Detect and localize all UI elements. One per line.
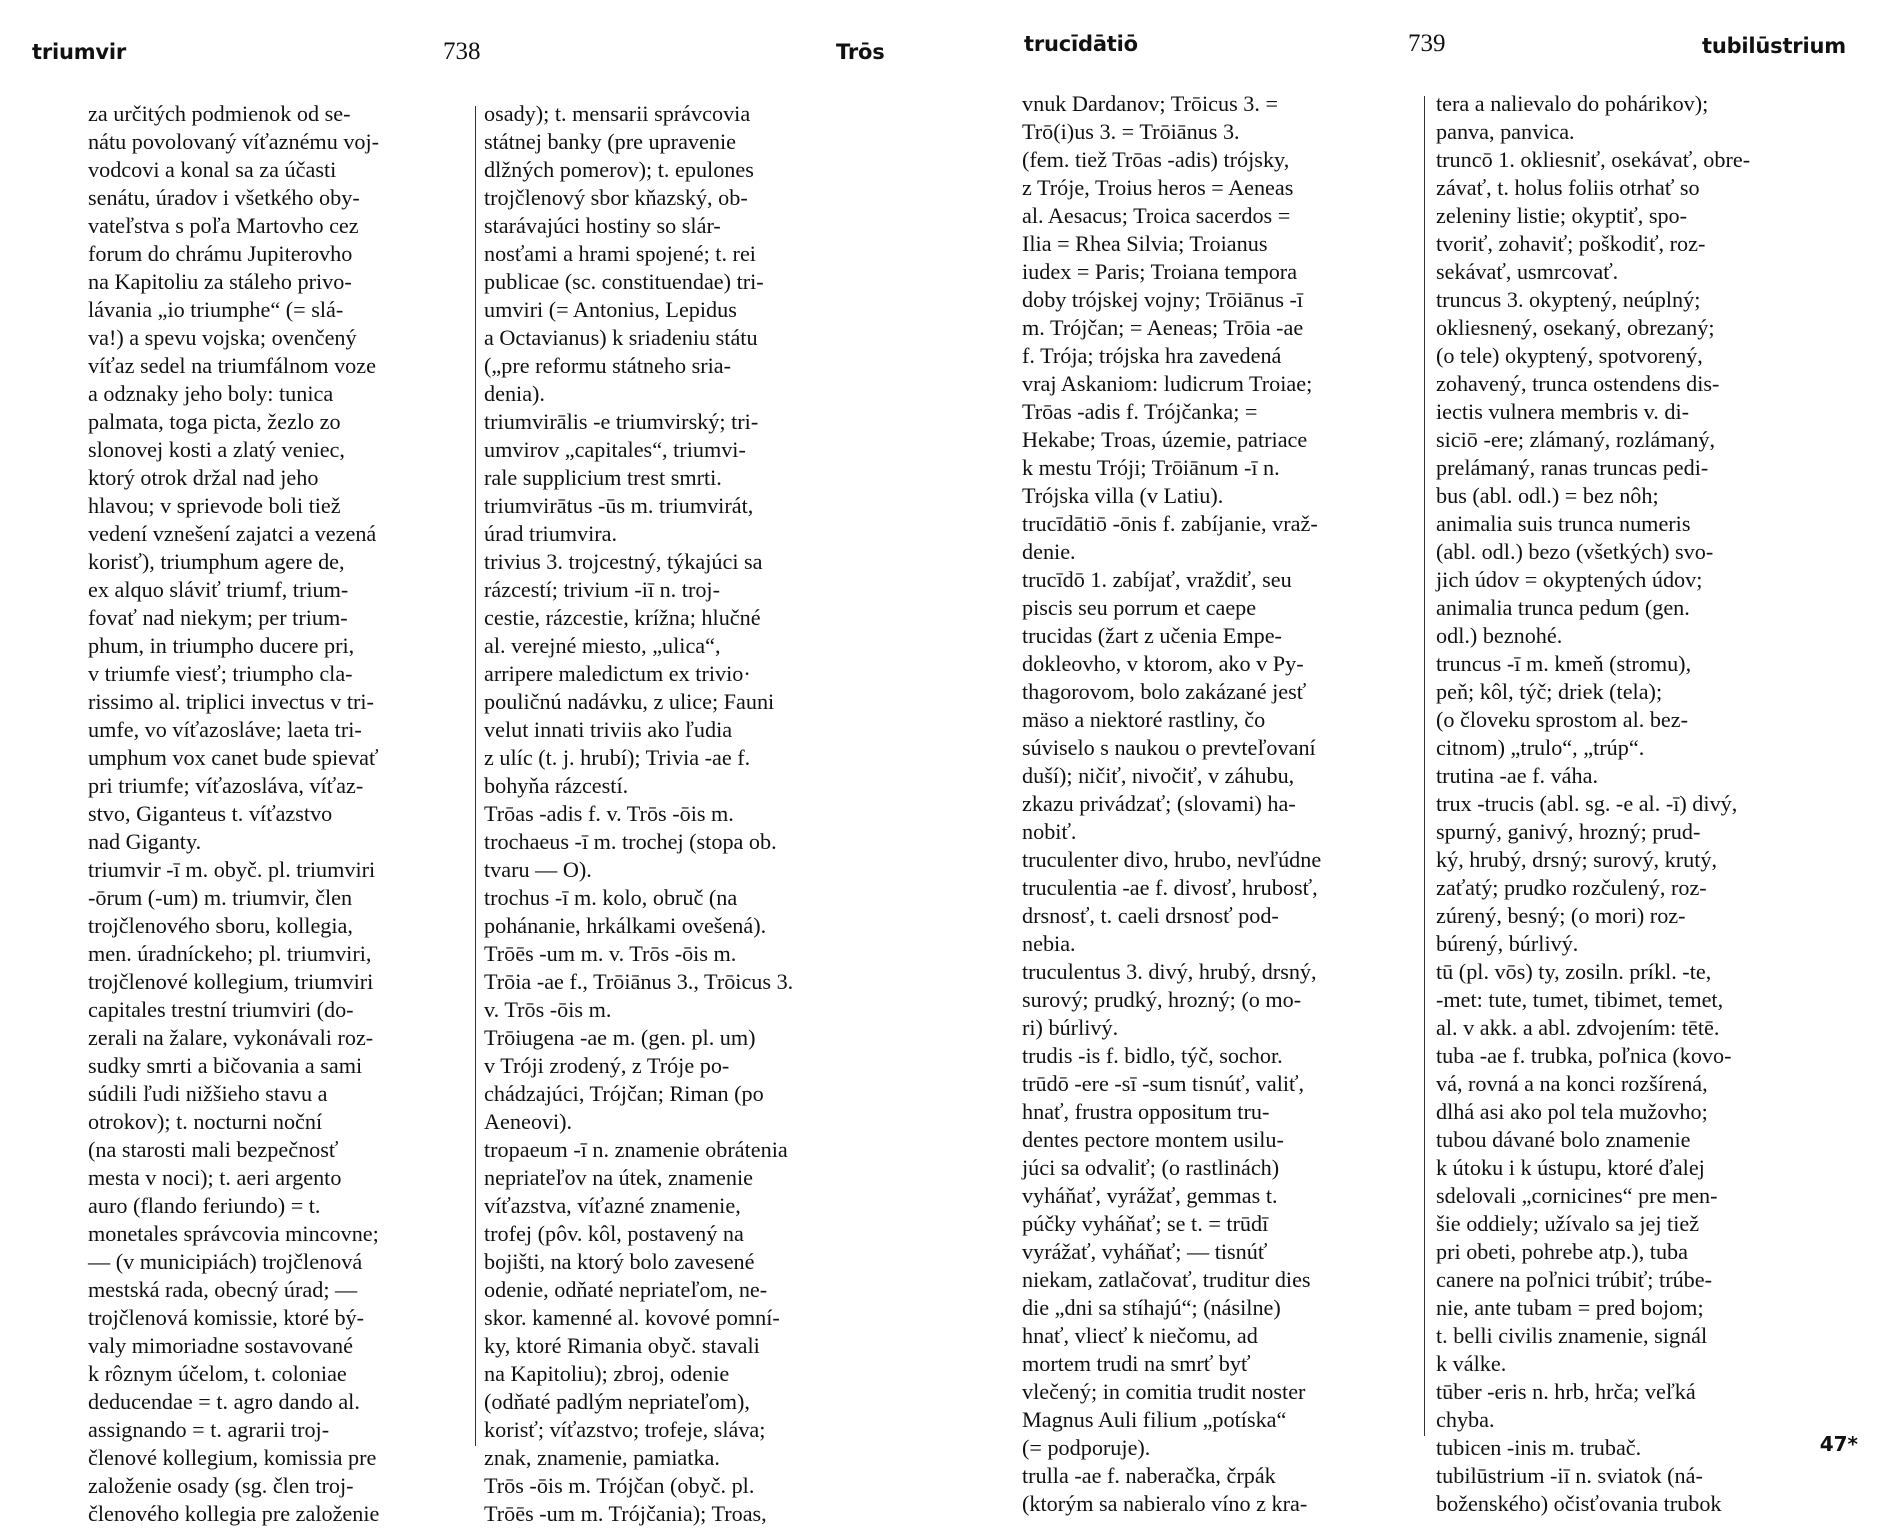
dictionary-line: Trōs -ōis m. Trójčan (obyč. pl.	[484, 1473, 755, 1498]
dictionary-line: drsnosť, t. caeli drsnosť pod-	[1022, 903, 1279, 928]
dictionary-line: trudis -is f. bidlo, týč, sochor.	[1022, 1043, 1283, 1068]
dictionary-line: dlžných pomerov); t. epulones	[484, 157, 754, 182]
dictionary-line: arripere maledictum ex trivio·	[484, 661, 751, 686]
dictionary-line: Magnus Auli filium „potíska“	[1022, 1407, 1287, 1432]
dictionary-line: trojčlenové kollegium, triumviri	[88, 969, 374, 994]
dictionary-line: sudky smrti a bičovania a sami	[88, 1053, 363, 1078]
dictionary-line: odl.) beznohé.	[1436, 623, 1563, 648]
dictionary-line: ktorý otrok držal nad jeho	[88, 465, 319, 490]
left-page-column-2	[484, 100, 896, 1526]
dictionary-line: trux -trucis (abl. sg. -e al. -ī) divý,	[1436, 791, 1738, 816]
dictionary-line: ex alquo sláviť triumf, trium-	[88, 577, 349, 602]
dictionary-line: okliesnený, osekaný, obrezaný;	[1436, 315, 1715, 340]
dictionary-line: rázcestí; trivium -iī n. troj-	[484, 577, 720, 602]
dictionary-line: truculenter divo, hrubo, nevľúdne	[1022, 847, 1322, 872]
dictionary-line: trochus -ī m. kolo, obruč (na	[484, 885, 738, 910]
dictionary-line: skor. kamenné al. kovové pomní-	[484, 1305, 780, 1330]
dictionary-line: -met: tute, tumet, tibimet, temet,	[1436, 987, 1724, 1012]
dictionary-line: nosťami a hrami spojené; t. rei	[484, 241, 756, 266]
dictionary-line: niekam, zatlačovať, truditur dies	[1022, 1267, 1311, 1292]
dictionary-line: — (v municipiách) trojčlenová	[88, 1249, 363, 1274]
dictionary-line: víťaz sedel na triumfálnom voze	[88, 353, 376, 378]
dictionary-line: al. Aesacus; Troica sacerdos =	[1022, 203, 1291, 228]
dictionary-line: (odňaté padlým nepriateľom),	[484, 1389, 750, 1414]
dictionary-line: bojišti, na ktorý bolo zavesené	[484, 1249, 755, 1274]
dictionary-line: Aeneovi).	[484, 1109, 573, 1134]
left-column-divider	[475, 106, 476, 1446]
dictionary-line: vá, rovná a na konci rozšírená,	[1436, 1071, 1708, 1096]
right-page-number: 739	[1408, 30, 1446, 57]
dictionary-line: otrokov); t. nocturni noční	[88, 1109, 323, 1134]
dictionary-line: k rôznym účelom, t. coloniae	[88, 1361, 347, 1386]
dictionary-line: m. Trójčan; = Aeneas; Trōia -ae	[1022, 315, 1304, 340]
dictionary-line: truncus -ī m. kmeň (stromu),	[1436, 651, 1692, 676]
dictionary-line: triumvir -ī m. obyč. pl. triumviri	[88, 857, 376, 882]
left-page-column-1	[88, 100, 488, 1526]
right-column-divider	[1424, 96, 1425, 1436]
dictionary-line: (o tele) okyptený, spotvorený,	[1436, 343, 1703, 368]
dictionary-line: chádzajúci, Trójčan; Riman (po	[484, 1081, 764, 1106]
dictionary-line: bus (abl. odl.) = bez nôh;	[1436, 483, 1659, 508]
dictionary-line: hnať, frustra oppositum tru-	[1022, 1099, 1270, 1124]
dictionary-line: lávania „io triumphe“ (= slá-	[88, 297, 344, 322]
dictionary-line: triumvirātus -ūs m. triumvirát,	[484, 493, 754, 518]
dictionary-line: zeleniny listie; okyptiť, spo-	[1436, 203, 1688, 228]
dictionary-line: trucīdātiō -ōnis f. zabíjanie, vraž-	[1022, 511, 1318, 536]
dictionary-line: státnej banky (pre upravenie	[484, 129, 736, 154]
dictionary-line: tūber -eris n. hrb, hrča; veľká	[1436, 1379, 1696, 1404]
dictionary-line: vodcovi a konal sa za účasti	[88, 157, 337, 182]
dictionary-line: nobiť.	[1022, 819, 1077, 844]
dictionary-line: phum, in triumpho ducere pri,	[88, 633, 355, 658]
dictionary-line: starávajúci hostiny so slár-	[484, 213, 721, 238]
dictionary-line: valy mimoriadne sostavované	[88, 1333, 353, 1358]
dictionary-line: pohánanie, hrkálkami ovešená).	[484, 913, 767, 938]
dictionary-line: auro (flando feriundo) = t.	[88, 1193, 321, 1218]
dictionary-line: zúrený, besný; (o mori) roz-	[1436, 903, 1686, 928]
dictionary-line: truculentia -ae f. divosť, hrubosť,	[1022, 875, 1318, 900]
dictionary-line: v triumfe viesť; triumpho cla-	[88, 661, 353, 686]
dictionary-line: piscis seu porrum et caepe	[1022, 595, 1257, 620]
dictionary-line: tubou dávané bolo znamenie	[1436, 1127, 1691, 1152]
dictionary-line: sdelovali „cornicines“ pre men-	[1436, 1183, 1718, 1208]
dictionary-line: zaťatý; prudko rozčulený, roz-	[1436, 875, 1707, 900]
dictionary-line: animalia suis trunca numeris	[1436, 511, 1691, 536]
dictionary-line: trutina -ae f. váha.	[1436, 763, 1599, 788]
dictionary-line: umfe, vo víťazosláve; laeta tri-	[88, 717, 362, 742]
dictionary-line: Trōia -ae f., Trōiānus 3., Trōicus 3.	[484, 969, 794, 994]
dictionary-line: nepriateľov na útek, znamenie	[484, 1165, 753, 1190]
dictionary-line: šie oddiely; užívalo sa jej tiež	[1436, 1211, 1700, 1236]
dictionary-line: tvaru — O).	[484, 857, 592, 882]
dictionary-line: vyrážať, vyháňať; — tisnúť	[1022, 1239, 1268, 1264]
dictionary-line: dentes pectore montem usilu-	[1022, 1127, 1284, 1152]
dictionary-line: korisť), triumphum agere de,	[88, 549, 345, 574]
dictionary-line: mesta v noci); t. aeri argento	[88, 1165, 342, 1190]
dictionary-line: forum do chrámu Jupiterovho	[88, 241, 353, 266]
dictionary-line: rissimo al. triplici invectus v tri-	[88, 689, 374, 714]
dictionary-line: a Octavianus) k sriadeniu státu	[484, 325, 758, 350]
dictionary-line: súviselo s naukou o prevteľovaní	[1022, 735, 1316, 760]
dictionary-line: osady); t. mensarii správcovia	[484, 101, 751, 126]
dictionary-line: mestská rada, obecný úrad; —	[88, 1277, 358, 1302]
dictionary-line: truncus 3. okyptený, neúplný;	[1436, 287, 1701, 312]
dictionary-line: úrad triumvira.	[484, 521, 618, 546]
dictionary-line: tuba -ae f. trubka, poľnica (kovo-	[1436, 1043, 1732, 1068]
dictionary-line: denia).	[484, 381, 545, 406]
dictionary-line: thagorovom, bolo zakázané jesť	[1022, 679, 1307, 704]
dictionary-line: al. verejné miesto, „ulica“,	[484, 633, 721, 658]
right-page-column-2	[1436, 90, 1840, 1516]
dictionary-line: palmata, toga picta, žezlo zo	[88, 409, 341, 434]
signature-mark: 47*	[1819, 1432, 1858, 1456]
dictionary-line: cestie, rázcestie, krížna; hlučné	[484, 605, 761, 630]
dictionary-line: na Kapitoliu); zbroj, odenie	[484, 1361, 730, 1386]
dictionary-line: panva, panvica.	[1436, 119, 1575, 144]
dictionary-line: trojčlenový sbor kňazský, ob-	[484, 185, 748, 210]
dictionary-line: stvo, Giganteus t. víťazstvo	[88, 801, 333, 826]
dictionary-line: (ktorým sa nabieralo víno z kra-	[1022, 1491, 1308, 1516]
dictionary-line: bohyňa rázcestí.	[484, 773, 629, 798]
dictionary-line: senátu, úradov i všetkého oby-	[88, 185, 360, 210]
dictionary-line: členové kollegium, komissia pre	[88, 1445, 377, 1470]
dictionary-line: vyháňať, vyrážať, gemmas t.	[1022, 1183, 1278, 1208]
dictionary-line: citnom) „trulo“, „trúp“.	[1436, 735, 1645, 760]
dictionary-line: („pre reformu státneho sria-	[484, 353, 732, 378]
dictionary-line: Hekabe; Troas, územie, patriace	[1022, 427, 1308, 452]
dictionary-line: ri) búrlivý.	[1022, 1015, 1119, 1040]
right-header-guide-word-end: tubilūstrium	[1702, 34, 1846, 58]
dictionary-line: trucīdō 1. zabíjať, vraždiť, seu	[1022, 567, 1292, 592]
right-header-guide-word: trucīdātiō	[1024, 32, 1138, 56]
dictionary-line: znak, znamenie, pamiatka.	[484, 1445, 720, 1470]
dictionary-line: vlečený; in comitia trudit noster	[1022, 1379, 1306, 1404]
dictionary-line: surový; prudký, hrozný; (o mo-	[1022, 987, 1302, 1012]
dictionary-line: búrený, búrlivý.	[1436, 931, 1579, 956]
dictionary-line: ký, hrubý, drsný; surový, krutý,	[1436, 847, 1718, 872]
dictionary-line: na Kapitoliu za stáleho privo-	[88, 269, 352, 294]
dictionary-line: Trójska villa (v Latiu).	[1022, 483, 1224, 508]
dictionary-line: prelámaný, ranas truncas pedi-	[1436, 455, 1709, 480]
dictionary-line: umvirov „capitales“, triumvi-	[484, 437, 746, 462]
dictionary-line: slonovej kosti a zlatý veniec,	[88, 437, 345, 462]
right-page-column-1	[1022, 90, 1412, 1516]
dictionary-line: trochaeus -ī m. trochej (stopa ob.	[484, 829, 777, 854]
dictionary-line: publicae (sc. constituendae) tri-	[484, 269, 764, 294]
dictionary-line: Ilia = Rhea Silvia; Troianus	[1022, 231, 1268, 256]
dictionary-line: vnuk Dardanov; Trōicus 3. =	[1022, 91, 1278, 116]
dictionary-line: zerali na žalare, vykonávali roz-	[88, 1025, 374, 1050]
dictionary-line: mäso a niektoré rastliny, čo	[1022, 707, 1266, 732]
dictionary-line: spurný, ganivý, hrozný; prud-	[1436, 819, 1701, 844]
dictionary-line: členového kollegia pre založenie	[88, 1501, 380, 1526]
dictionary-line: (fem. tiež Trōas -adis) trójsky,	[1022, 147, 1290, 172]
dictionary-line: trūdō -ere -sī -sum tisnúť, valiť,	[1022, 1071, 1305, 1096]
dictionary-line: (na starosti mali bezpečnosť	[88, 1137, 339, 1162]
dictionary-line: (o človeku sprostom al. bez-	[1436, 707, 1689, 732]
dictionary-line: denie.	[1022, 539, 1076, 564]
dictionary-line: doby trójskej vojny; Trōiānus -ī	[1022, 287, 1304, 312]
dictionary-line: Trōas -adis f. v. Trōs -ōis m.	[484, 801, 734, 826]
right-page	[944, 0, 1888, 1516]
dictionary-line: duší); ničiť, nivočiť, v záhubu,	[1022, 763, 1295, 788]
dictionary-line: truculentus 3. divý, hrubý, drsný,	[1022, 959, 1317, 984]
dictionary-line: júci sa odvaliť; (o rastlinách)	[1022, 1155, 1280, 1180]
dictionary-line: zkazu privádzať; (slovami) ha-	[1022, 791, 1296, 816]
dictionary-line: v. Trōs -ōis m.	[484, 997, 612, 1022]
dictionary-line: k mestu Tróji; Trōiānum -ī n.	[1022, 455, 1280, 480]
dictionary-line: tera a nalievalo do pohárikov);	[1436, 91, 1709, 116]
dictionary-line: tvoriť, zohaviť; poškodiť, roz-	[1436, 231, 1706, 256]
dictionary-line: k válke.	[1436, 1351, 1507, 1376]
left-header-guide-word: triumvir	[32, 40, 127, 64]
dictionary-line: trivius 3. trojcestný, týkajúci sa	[484, 549, 763, 574]
dictionary-line: pouličnú nadávku, z ulice; Fauni	[484, 689, 775, 714]
dictionary-line: chyba.	[1436, 1407, 1495, 1432]
dictionary-line: pri triumfe; víťazosláva, víťaz-	[88, 773, 364, 798]
dictionary-line: z Tróje, Troius heros = Aeneas	[1022, 175, 1294, 200]
dictionary-line: Trōēs -um m. v. Trōs -ōis m.	[484, 941, 737, 966]
dictionary-line: hnať, vliecť k niečomu, ad	[1022, 1323, 1258, 1348]
dictionary-line: assignando = t. agrarii troj-	[88, 1417, 330, 1442]
dictionary-line: jich údov = okyptených údov;	[1436, 567, 1703, 592]
dictionary-line: vateľstva s poľa Martovho cez	[88, 213, 359, 238]
dictionary-line: nad Giganty.	[88, 829, 202, 854]
dictionary-line: víťazstva, víťazné znamenie,	[484, 1193, 741, 1218]
dictionary-line: mortem trudi na smrť byť	[1022, 1351, 1251, 1376]
dictionary-line: tubicen -inis m. trubač.	[1436, 1435, 1642, 1460]
dictionary-line: a odznaky jeho boly: tunica	[88, 381, 334, 406]
dictionary-line: -ōrum (-um) m. triumvir, člen	[88, 885, 353, 910]
dictionary-line: umphum vox canet bude spievať	[88, 745, 379, 770]
dictionary-line: z ulíc (t. j. hrubí); Trivia -ae f.	[484, 745, 751, 770]
dictionary-line: vraj Askaniom: ludicrum Troiae;	[1022, 371, 1313, 396]
dictionary-line: al. v akk. a abl. zdvojením: tētē.	[1436, 1015, 1720, 1040]
dictionary-line: animalia trunca pedum (gen.	[1436, 595, 1690, 620]
dictionary-line: die „dni sa stíhajú“; (násilne)	[1022, 1295, 1281, 1320]
dictionary-line: Trōiugena -ae m. (gen. pl. um)	[484, 1025, 756, 1050]
dictionary-line: iudex = Paris; Troiana tempora	[1022, 259, 1298, 284]
dictionary-line: (= podporuje).	[1022, 1435, 1151, 1460]
dictionary-line: nátu povolovaný víťaznému voj-	[88, 129, 380, 154]
dictionary-line: truncō 1. okliesniť, osekávať, obre-	[1436, 147, 1751, 172]
dictionary-line: púčky vyháňať; se t. = trūdī	[1022, 1211, 1269, 1236]
dictionary-line: canere na poľnici trúbiť; trúbe-	[1436, 1267, 1713, 1292]
dictionary-line: korisť; víťazstvo; trofeje, sláva;	[484, 1417, 766, 1442]
left-header-guide-word-end: Trōs	[836, 40, 885, 64]
dictionary-line: Trōēs -um m. Trójčania); Troas,	[484, 1501, 767, 1526]
dictionary-line: peň; kôl, týč; driek (tela);	[1436, 679, 1663, 704]
dictionary-line: (abl. odl.) bezo (všetkých) svo-	[1436, 539, 1714, 564]
dictionary-line: Trōas -adis f. Trójčanka; =	[1022, 399, 1258, 424]
dictionary-line: nebia.	[1022, 931, 1076, 956]
dictionary-line: založenie osady (sg. člen troj-	[88, 1473, 354, 1498]
dictionary-line: závať, t. holus foliis otrhať so	[1436, 175, 1700, 200]
dictionary-line: deducendae = t. agro dando al.	[88, 1389, 360, 1414]
dictionary-line: za určitých podmienok od se-	[88, 101, 351, 126]
dictionary-line: t. belli civilis znamenie, signál	[1436, 1323, 1708, 1348]
dictionary-line: k útoku i k ústupu, ktoré ďalej	[1436, 1155, 1705, 1180]
dictionary-line: dokleovho, v ktorom, ako v Py-	[1022, 651, 1304, 676]
dictionary-line: velut innati triviis ako ľudia	[484, 717, 733, 742]
dictionary-line: trulla -ae f. naberačka, črpák	[1022, 1463, 1276, 1488]
dictionary-line: ky, ktoré Rimania obyč. stavali	[484, 1333, 760, 1358]
dictionary-line: iectis vulnera membris v. di-	[1436, 399, 1690, 424]
dictionary-line: monetales správcovia mincovne;	[88, 1221, 379, 1246]
dictionary-line: Trō(i)us 3. = Trōiānus 3.	[1022, 119, 1240, 144]
dictionary-line: tū (pl. vōs) ty, zosiln. príkl. -te,	[1436, 959, 1712, 984]
dictionary-line: v Tróji zrodený, z Tróje po-	[484, 1053, 730, 1078]
dictionary-line: capitales trestní triumviri (do-	[88, 997, 354, 1022]
dictionary-line: rale supplicium trest smrti.	[484, 465, 722, 490]
dictionary-line: odenie, odňaté nepriateľom, ne-	[484, 1277, 768, 1302]
dictionary-line: men. úradníckeho; pl. triumviri,	[88, 941, 372, 966]
dictionary-line: fovať nad niekym; per trium-	[88, 605, 348, 630]
left-page	[0, 0, 944, 1526]
dictionary-line: vedení vznešení zajatci a vezená	[88, 521, 377, 546]
dictionary-line: f. Trója; trójska hra zavedená	[1022, 343, 1282, 368]
dictionary-line: nie, ante tubam = pred bojom;	[1436, 1295, 1704, 1320]
left-page-number: 738	[443, 38, 481, 65]
dictionary-line: trojčlenového sboru, kollegia,	[88, 913, 353, 938]
dictionary-line: trofej (pôv. kôl, postavený na	[484, 1221, 744, 1246]
dictionary-line: tubilūstrium -iī n. sviatok (ná-	[1436, 1463, 1703, 1488]
dictionary-line: trucidas (žart z učenia Empe-	[1022, 623, 1282, 648]
dictionary-line: zohavený, trunca ostendens dis-	[1436, 371, 1720, 396]
dictionary-line: tropaeum -ī n. znamenie obrátenia	[484, 1137, 788, 1162]
dictionary-line: sekávať, usmrcovať.	[1436, 259, 1619, 284]
dictionary-line: va!) a spevu vojska; ovenčený	[88, 325, 357, 350]
dictionary-line: boženského) očisťovania trubok	[1436, 1491, 1722, 1516]
dictionary-line: súdili ľudi nižšieho stavu a	[88, 1081, 328, 1106]
dictionary-line: siciō -ere; zlámaný, rozlámaný,	[1436, 427, 1716, 452]
dictionary-line: umviri (= Antonius, Lepidus	[484, 297, 737, 322]
dictionary-line: pri obeti, pohrebe atp.), tuba	[1436, 1239, 1688, 1264]
dictionary-line: trojčlenová komissie, ktoré bý-	[88, 1305, 365, 1330]
dictionary-line: triumvirālis -e triumvirský; tri-	[484, 409, 759, 434]
dictionary-line: dlhá asi ako pol tela mužovho;	[1436, 1099, 1708, 1124]
dictionary-line: hlavou; v sprievode boli tiež	[88, 493, 341, 518]
